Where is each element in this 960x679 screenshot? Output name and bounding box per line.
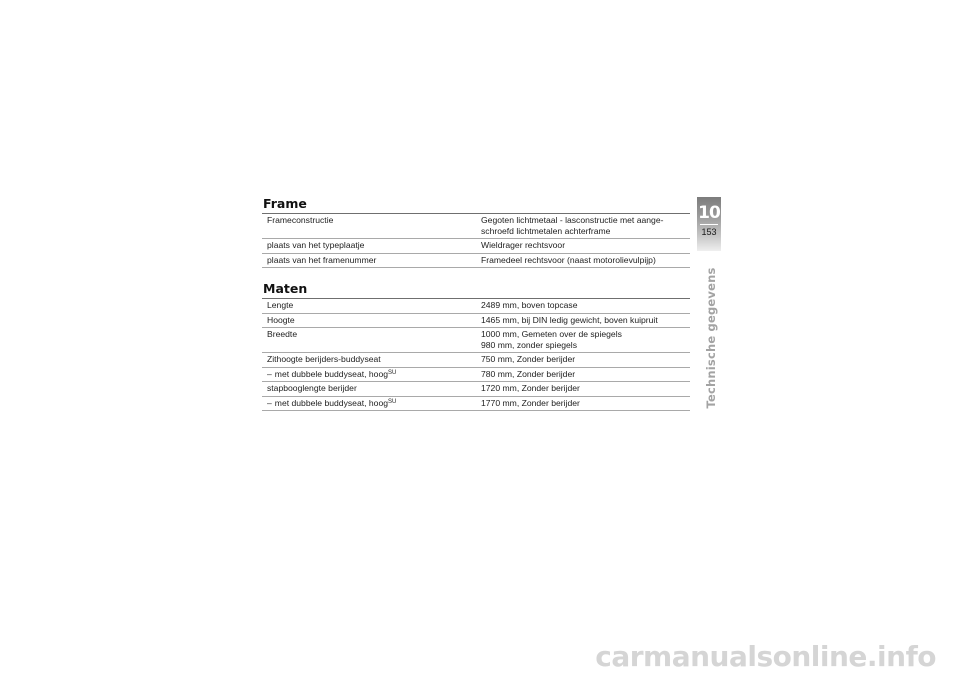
spec-label: Zithoogte berijders-buddyseat [262, 353, 476, 368]
spec-label: Frameconstructie [262, 214, 476, 239]
spec-label [262, 367, 476, 382]
watermark: carmanualsonline.info [595, 640, 936, 673]
maten-section-title: Maten [263, 281, 308, 296]
frame-spec-table [262, 213, 690, 268]
spec-value-line: 1000 mm, Gemeten over de spiegels [481, 329, 622, 339]
spec-value [476, 382, 690, 397]
spec-value-line: 750 mm, Zonder berijder [481, 354, 576, 364]
spec-value-line: Wieldrager rechtsvoor [481, 240, 566, 250]
spec-value [476, 239, 690, 254]
spec-value-line: 1770 mm, Zonder berijder [481, 397, 580, 408]
spec-label: stapbooglengte berijder [262, 382, 476, 397]
spec-label: Breedte [262, 328, 476, 353]
superscript-code: SU [388, 398, 397, 405]
chapter-number: 10 [698, 203, 720, 223]
spec-value [476, 214, 690, 239]
spec-value-line: 1465 mm, bij DIN ledig gewicht, boven kuipruit [481, 314, 658, 325]
spec-label-text: met dubbele buddyseat, hoog [274, 368, 389, 379]
spec-value [476, 313, 690, 328]
spec-value-line: 980 mm, zonder spiegels [481, 339, 578, 350]
page-number: 153 [701, 227, 717, 237]
spec-value-line: Gegoten lichtmetaal - lasconstructie met aange- [481, 215, 664, 225]
spec-value [476, 353, 690, 368]
table-row [262, 396, 690, 411]
table-row [262, 328, 690, 353]
spec-value-line: 780 mm, Zonder berijder [481, 368, 576, 379]
table-row [262, 299, 690, 314]
spec-value [476, 299, 690, 314]
spec-value [476, 253, 690, 268]
spec-value-line: 2489 mm, boven topcase [481, 300, 578, 310]
table-row [262, 353, 690, 368]
spec-label: Hoogte [262, 313, 476, 328]
dash-marker: – [267, 368, 272, 379]
table-row [262, 367, 690, 382]
table-row [262, 253, 690, 268]
spec-value-line: 1720 mm, Zonder berijder [481, 383, 580, 393]
chapter-tab [697, 197, 721, 251]
spec-label [262, 396, 476, 411]
table-row [262, 313, 690, 328]
chapter-divider [700, 224, 718, 225]
table-row [262, 239, 690, 254]
spec-value [476, 367, 690, 382]
table-row [262, 214, 690, 239]
spec-label-text: met dubbele buddyseat, hoog [274, 397, 389, 408]
superscript-code: SU [388, 369, 397, 376]
chapter-side-title: Technische gegevens [704, 267, 718, 409]
spec-label: plaats van het framenummer [262, 253, 476, 268]
spec-value [476, 328, 690, 353]
spec-label: Lengte [262, 299, 476, 314]
spec-label: plaats van het typeplaatje [262, 239, 476, 254]
frame-section-title: Frame [263, 196, 307, 211]
maten-spec-table [262, 298, 690, 411]
spec-value-line: schroefd lichtmetalen achterframe [481, 225, 611, 236]
spec-value [476, 396, 690, 411]
spec-value-line: Framedeel rechtsvoor (naast motorolievulpijp) [481, 254, 656, 265]
table-row [262, 382, 690, 397]
dash-marker: – [267, 397, 272, 408]
